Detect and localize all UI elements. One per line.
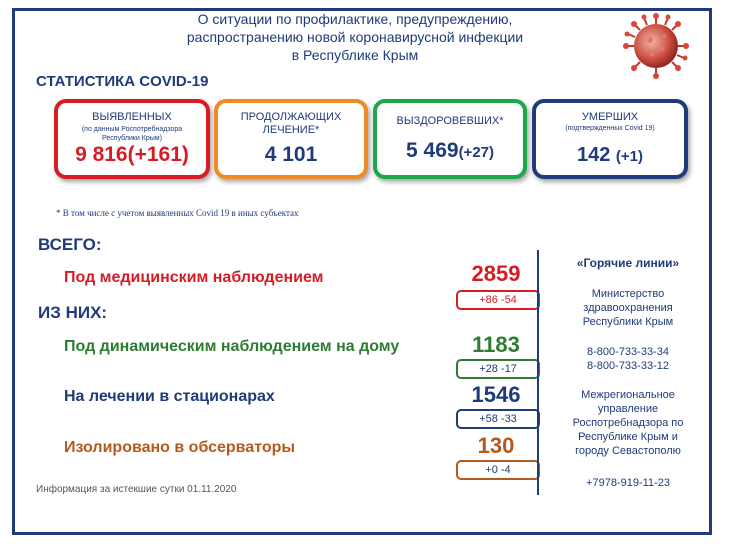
row-hospital-value: 1546 xyxy=(471,382,521,407)
column-divider xyxy=(537,250,539,495)
row-home-delta: +28 -17 xyxy=(456,359,540,379)
card-detected-label: ВЫЯВЛЕННЫХ xyxy=(92,111,172,123)
row-observation-delta: +86 -54 xyxy=(456,290,540,310)
coronavirus-icon xyxy=(622,12,690,80)
ministry-phone-2[interactable]: 8-800-733-33-12 xyxy=(587,360,669,372)
ministry-line-1: Министерство xyxy=(591,288,665,300)
card-detected xyxy=(54,99,210,179)
card-recovered xyxy=(373,99,527,179)
row-home-value: 1183 xyxy=(472,332,520,357)
deaths-delta: (+1) xyxy=(615,148,644,165)
row-hospital-label: На лечении в стационарах xyxy=(64,388,275,405)
hotlines-ministry-phones xyxy=(562,345,694,373)
ministry-line-2: здравоохранения xyxy=(583,302,673,314)
footnote: * В том числе с учетом выявленных Covid 19 в иных субъектах xyxy=(56,208,299,218)
card-recovered-label: ВЫЗДОРОВЕВШИХ* xyxy=(396,115,504,127)
footer-info: Информация за истекшие сутки 01.11.2020 xyxy=(36,484,237,495)
card-deaths-label: УМЕРШИХ xyxy=(581,111,639,123)
detected-value: 9 816 xyxy=(75,143,128,166)
page-title xyxy=(150,10,560,64)
ministry-line-3: Республики Крым xyxy=(582,316,674,328)
row-observation-label: Под медицинским наблюдением xyxy=(64,269,324,286)
rpn-line-1: Межрегиональное xyxy=(581,389,675,401)
statistics-heading: СТАТИСТИКА COVID-19 xyxy=(36,73,209,90)
card-deaths-sub: (подтвержденных Covid 19) xyxy=(565,125,655,132)
hotlines-heading: «Горячие линии» xyxy=(576,256,680,270)
hotlines-ministry xyxy=(562,287,694,329)
hotlines-rpn-phone[interactable]: +7978-919-11-23 xyxy=(586,477,670,489)
title-line-1: О ситуации по профилактике, предупреждению, xyxy=(197,11,513,27)
hotlines-rpn xyxy=(562,388,694,458)
detected-delta: (+161) xyxy=(127,143,189,166)
row-hospital-delta: +58 -33 xyxy=(456,409,540,429)
treatment-label-line1: ПРОДОЛЖАЮЩИХ xyxy=(240,111,342,123)
row-home-label: Под динамическим наблюдением на дому xyxy=(64,338,400,355)
card-treatment-label xyxy=(218,111,364,137)
recovered-delta: (+27) xyxy=(458,144,494,161)
card-detected-sub: (по данным Роспотребнадзора Республики Крым) xyxy=(81,126,183,142)
total-heading: ВСЕГО: xyxy=(38,235,102,254)
rpn-line-5: городу Севастополю xyxy=(575,445,681,457)
card-deaths-value xyxy=(536,144,684,167)
treatment-label-line2: ЛЕЧЕНИЕ* xyxy=(262,124,320,136)
recovered-value: 5 469 xyxy=(406,139,459,162)
rpn-line-4: Республике Крым и xyxy=(578,431,678,443)
card-detected-value xyxy=(58,143,206,167)
ministry-phone-1[interactable]: 8-800-733-33-34 xyxy=(587,346,669,358)
card-treatment-value: 4 101 xyxy=(264,143,318,166)
row-observatory-label: Изолировано в обсерваторы xyxy=(64,439,296,456)
row-observation-value: 2859 xyxy=(471,261,521,286)
row-observatory-delta: +0 -4 xyxy=(456,460,540,480)
title-line-3: в Республике Крым xyxy=(291,47,419,63)
rpn-line-2: управление xyxy=(597,403,659,415)
of-them-heading: ИЗ НИХ: xyxy=(38,303,108,322)
title-line-2: распространению новой коронавирусной инфекции xyxy=(186,29,524,45)
rpn-line-3: Роспотребнадзора по xyxy=(572,417,684,429)
row-observatory-value: 130 xyxy=(477,433,515,458)
card-treatment xyxy=(214,99,368,179)
card-recovered-value xyxy=(377,139,523,163)
deaths-value: 142 xyxy=(576,144,611,166)
card-deaths xyxy=(532,99,688,179)
